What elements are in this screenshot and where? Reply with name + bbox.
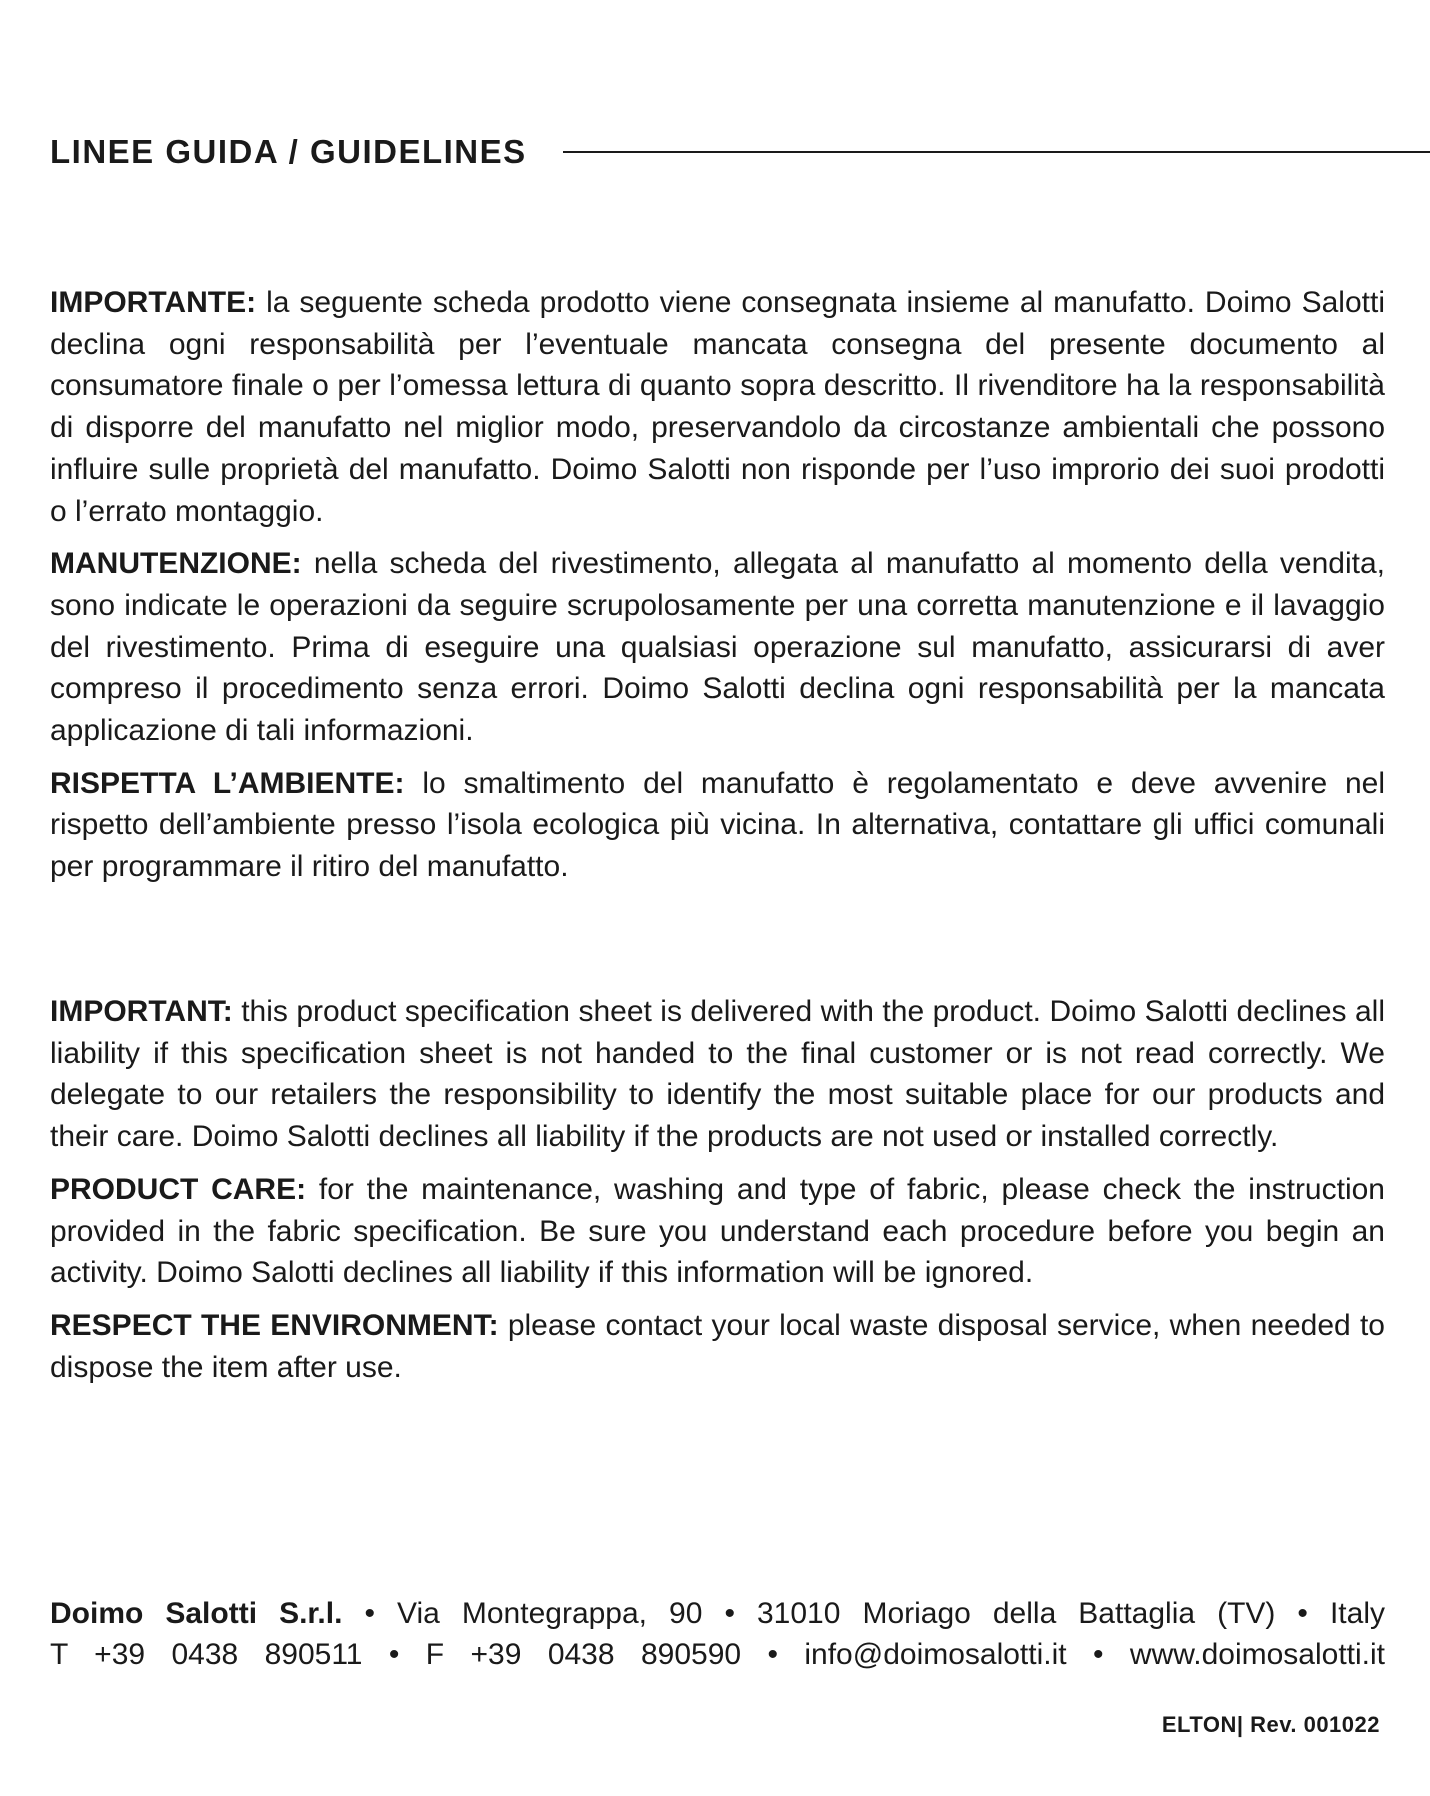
paragraph-body: please contact your local waste disposal service, when needed to dispose the item after use. [50, 1308, 1385, 1384]
english-guidelines-section [50, 991, 1385, 1399]
paragraph-importante [50, 282, 1385, 532]
paragraph-body: lo smaltimento del manufatto è regolamentato e deve avvenire nel rispetto dell’ambiente presso l’isola ecologica più vicina. In alternativa, contattare gli uffici comunali per programmare il ritiro del manufatto. [50, 766, 1385, 884]
paragraph-rispetta-ambiente [50, 763, 1385, 888]
footer-contacts-line: T +39 0438 890511 • F +39 0438 890590 • info@doimosalotti.it • www.doimosalotti.it [50, 1638, 1385, 1671]
italian-guidelines-section [50, 282, 1385, 899]
paragraph-body: la seguente scheda prodotto viene consegnata insieme al manufatto. Doimo Salotti declina ogni responsabilità per l’eventuale mancata consegna del presente documento al consumatore finale o per l’omessa lettura di quanto sopra descritto. Il rivenditore ha la responsabilità di disporre del manufatto nel miglior modo, preservandolo da circostanze ambientali che possono influire sulle proprietà del manufatto. Doimo Salotti non risponde per l’uso improrio dei suoi prodotti o l’errato montaggio. [50, 286, 1385, 528]
paragraph-heading: RESPECT THE ENVIRONMENT: [50, 1308, 499, 1342]
paragraph-manutenzione [50, 543, 1385, 752]
paragraph-heading: IMPORTANT: [50, 995, 233, 1028]
paragraph-body: this product specification sheet is delivered with the product. Doimo Salotti declines all liability if this specification sheet is not handed to the final customer or is not read correctly. We delegate to our retailers the responsibility to identify the most suitable place for our products and their care. Doimo Salotti declines all liability if the products are not used or installed correctly. [50, 995, 1385, 1154]
header-divider [563, 151, 1430, 153]
paragraph-product-care [50, 1169, 1385, 1294]
paragraph-heading: RISPETTA L’AMBIENTE: [50, 766, 405, 800]
paragraph-body: nella scheda del rivestimento, allegata al manufatto al momento della vendita, sono indicate le operazioni da seguire scrupolosamente per una corretta manutenzione e il lavaggio del rivestimento. Prima di eseguire una qualsiasi operazione sul manufatto, assicurarsi di aver compreso il procedimento senza errori. Doimo Salotti declina ogni responsabilità per la mancata applicazione di tali informazioni. [50, 547, 1385, 748]
footer-address-line [50, 1593, 1385, 1634]
company-name: Doimo Salotti S.r.l. [50, 1597, 343, 1630]
paragraph-heading: MANUTENZIONE: [50, 547, 302, 581]
page-header [50, 130, 1430, 174]
paragraph-heading: PRODUCT CARE: [50, 1172, 307, 1206]
paragraph-important [50, 991, 1385, 1158]
paragraph-respect-environment [50, 1305, 1385, 1388]
page-title: LINEE GUIDA / GUIDELINES [50, 133, 527, 170]
company-address: • Via Montegrappa, 90 • 31010 Moriago della Battaglia (TV) • Italy [342, 1597, 1385, 1630]
paragraph-body: for the maintenance, washing and type of fabric, please check the instruction provided in the fabric specification. Be sure you understand each procedure before you begin an activity. Doimo Salotti declines all liability if this information will be ignored. [50, 1172, 1385, 1290]
company-footer [50, 1593, 1385, 1675]
document-revision: ELTON| Rev. 001022 [1161, 1712, 1380, 1737]
paragraph-heading: IMPORTANTE: [50, 286, 257, 319]
